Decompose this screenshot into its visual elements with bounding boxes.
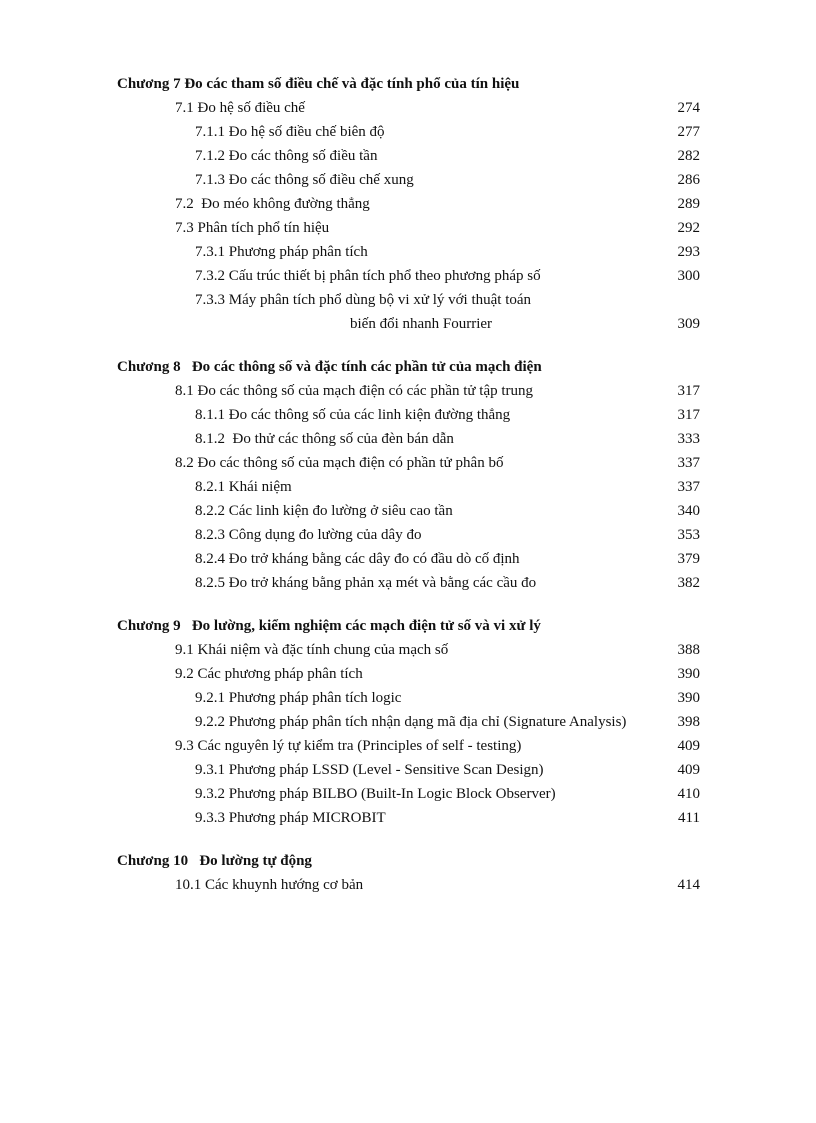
toc-page-number: 414 (677, 877, 700, 893)
toc-entry-label: 9.1 Khái niệm và đặc tính chung của mạch số (175, 642, 449, 658)
toc-page-number: 353 (677, 527, 700, 543)
toc-entry-label: 7.3.3 Máy phân tích phổ dùng bộ vi xử lý với thuật toán (195, 292, 532, 308)
toc-entry-label: 7.1.2 Đo các thông số điều tần (195, 148, 378, 164)
toc-page-number: 382 (677, 575, 700, 591)
toc-entry-label: 7.1.3 Đo các thông số điều chế xung (195, 172, 414, 188)
toc-page-number: 286 (677, 172, 700, 188)
toc-entry-label: 8.2.2 Các linh kiện đo lường ở siêu cao tần (195, 503, 453, 519)
toc-entry-label: 8.1.2 Đo thử các thông số của đèn bán dẫn (195, 431, 454, 447)
toc-entry[interactable] (117, 144, 717, 168)
chapter-8-section (117, 355, 717, 595)
toc-entry[interactable] (117, 806, 717, 830)
toc-entry[interactable] (117, 120, 717, 144)
toc-entry-label: 9.3 Các nguyên lý tự kiểm tra (Principles of self - testing) (175, 738, 522, 754)
toc-entry[interactable] (117, 758, 717, 782)
toc-entry-label: 7.1.1 Đo hệ số điều chế biên độ (195, 124, 385, 140)
toc-entry-label: 8.2 Đo các thông số của mạch điện có phần tử phân bố (175, 455, 504, 471)
toc-page-number: 409 (677, 738, 700, 754)
toc-page-number: 398 (677, 714, 700, 730)
toc-entry-label: 8.2.5 Đo trở kháng bằng phản xạ mét và bằng các cầu đo (195, 575, 537, 591)
toc-entry-label: 7.1 Đo hệ số điều chế (175, 100, 305, 116)
toc-entry-label: 9.3.3 Phương pháp MICROBIT (195, 810, 386, 826)
toc-entry[interactable] (117, 216, 717, 240)
toc-page-number: 410 (677, 786, 700, 802)
toc-entry[interactable] (117, 96, 717, 120)
toc-page-number: 289 (677, 196, 700, 212)
toc-entry[interactable] (117, 734, 717, 758)
toc-entry[interactable] (117, 782, 717, 806)
toc-page-number: 337 (677, 479, 700, 495)
toc-entry-label: 9.3.2 Phương pháp BILBO (Built-In Logic Block Observer) (195, 786, 556, 802)
toc-entry-label: 8.1.1 Đo các thông số của các linh kiện đường thẳng (195, 407, 511, 423)
toc-entry-label: 9.3.1 Phương pháp LSSD (Level - Sensitive Scan Design) (195, 762, 544, 778)
toc-entry[interactable] (117, 547, 717, 571)
toc-page-number: 337 (677, 455, 700, 471)
toc-page-number: 282 (677, 148, 700, 164)
toc-entry-label: 8.1 Đo các thông số của mạch điện có các phần tử tập trung (175, 383, 534, 399)
toc-entry[interactable] (117, 379, 717, 403)
toc-page-number: 317 (677, 407, 700, 423)
toc-page-number: 411 (678, 810, 700, 826)
toc-page-number: 293 (677, 244, 700, 260)
toc-entry-label: 9.2.2 Phương pháp phân tích nhận dạng mã địa chỉ (Signature Analysis) (195, 714, 627, 730)
chapter-heading: Chương 9 Đo lường, kiểm nghiệm các mạch điện tử số và vi xử lý (117, 618, 541, 634)
toc-entry-label: 8.2.4 Đo trở kháng bằng các dây đo có đầu dò cố định (195, 551, 520, 567)
toc-page-number: 277 (677, 124, 700, 140)
toc-page-number: 309 (677, 316, 700, 332)
toc-entry[interactable] (117, 288, 717, 312)
toc-page-number: 333 (677, 431, 700, 447)
toc-page-number: 274 (677, 100, 700, 116)
chapter-heading: Chương 8 Đo các thông số và đặc tính các phần tử của mạch điện (117, 359, 542, 375)
toc-entry-continuation[interactable] (117, 312, 717, 336)
toc-page-number: 379 (677, 551, 700, 567)
toc-page-number: 300 (677, 268, 700, 284)
toc-entry-label: 9.2 Các phương pháp phân tích (175, 666, 363, 682)
toc-entry-label: 10.1 Các khuynh hướng cơ bản (175, 877, 364, 893)
chapter-heading: Chương 7 Đo các tham số điều chế và đặc tính phổ của tín hiệu (117, 76, 520, 92)
toc-page-number: 388 (677, 642, 700, 658)
chapter-heading: Chương 10 Đo lường tự động (117, 853, 312, 869)
chapter-10-section (117, 849, 717, 897)
toc-entry[interactable] (117, 475, 717, 499)
toc-page-number: 317 (677, 383, 700, 399)
toc-entry-label: 7.2 Đo méo không đường thẳng (175, 196, 370, 212)
toc-entry[interactable] (117, 662, 717, 686)
toc-entry-label: 7.3.2 Cấu trúc thiết bị phân tích phổ theo phương pháp số (195, 268, 541, 284)
toc-entry-label: 8.2.1 Khái niệm (195, 479, 292, 495)
chapter-7-section (117, 72, 717, 336)
toc-entry[interactable] (117, 710, 717, 734)
toc-entry[interactable] (117, 240, 717, 264)
toc-entry[interactable] (117, 638, 717, 662)
toc-entry[interactable] (117, 168, 717, 192)
toc-entry[interactable] (117, 499, 717, 523)
toc-entry[interactable] (117, 686, 717, 710)
toc-entry[interactable] (117, 873, 717, 897)
toc-entry[interactable] (117, 427, 717, 451)
toc-entry-label: biến đổi nhanh Fourrier (350, 316, 493, 332)
toc-page-number: 409 (677, 762, 700, 778)
toc-entry[interactable] (117, 523, 717, 547)
toc-entry-label: 9.2.1 Phương pháp phân tích logic (195, 690, 402, 706)
toc-entry[interactable] (117, 403, 717, 427)
toc-entry[interactable] (117, 451, 717, 475)
toc-entry-label: 8.2.3 Công dụng đo lường của dây đo (195, 527, 422, 543)
toc-page-number: 340 (677, 503, 700, 519)
chapter-9-section (117, 614, 717, 830)
toc-entry[interactable] (117, 571, 717, 595)
toc-page-number: 390 (677, 690, 700, 706)
toc-entry[interactable] (117, 192, 717, 216)
toc-entry-label: 7.3 Phân tích phổ tín hiệu (175, 220, 330, 236)
toc-page-number: 292 (677, 220, 700, 236)
toc-entry-label: 7.3.1 Phương pháp phân tích (195, 244, 368, 260)
toc-page-number: 390 (677, 666, 700, 682)
toc-entry[interactable] (117, 264, 717, 288)
